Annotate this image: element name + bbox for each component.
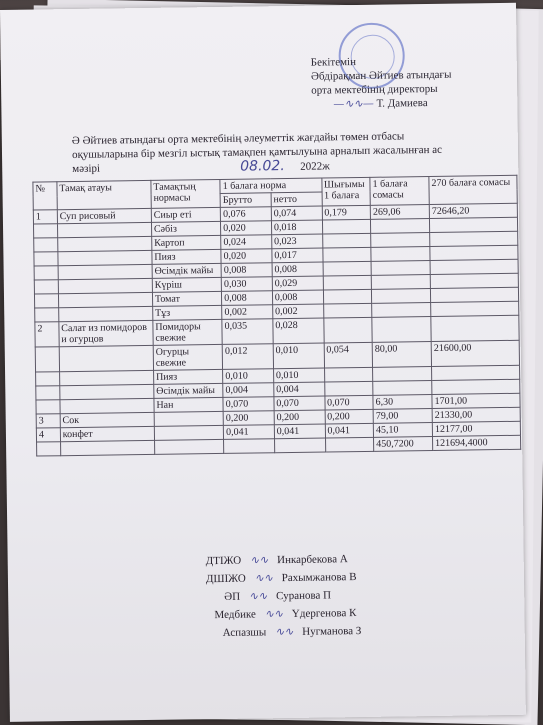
cell-no [34,238,58,252]
cell-one [371,219,430,234]
cell-no [34,266,58,280]
cell-net: 0,200 [274,410,325,425]
cell-ing: Өсімдік майы [152,263,221,278]
cell-all [430,217,518,232]
cell-ing [154,411,223,426]
cell-all [432,365,520,380]
cell-ing: Томат [152,291,221,306]
cell-no [36,372,60,386]
cell-out [322,233,371,248]
cell-out [322,219,371,234]
cell-name [58,292,152,307]
cell-ing [154,425,223,440]
cell-out: 0,179 [322,205,371,220]
cell-name [60,398,154,413]
cell-br [224,439,275,454]
cell-br: 0,020 [221,221,272,236]
cell-name [60,440,154,455]
signer-position: ДТІЖО [205,554,242,568]
signer-row [206,604,361,624]
cell-br: 0,035 [222,319,273,345]
cell-one: 80,00 [372,342,431,368]
signature-scribble: ∿∿ [249,553,269,567]
header-sum-all: 270 балаға сомасы [429,175,517,204]
cell-one: 450,7200 [374,437,433,452]
cell-one [371,233,430,248]
signature-scribble: ∿∿ [274,624,294,639]
signer-row [206,568,361,588]
cell-no [34,294,58,308]
cell-name [59,370,153,385]
cell-out: 0,041 [325,423,374,438]
document-page [0,3,526,722]
director-name: Т. Дамиева [376,97,428,110]
signer-name: Суранова П [276,589,332,603]
signer-name: Үдергенова К [291,607,357,620]
cell-name [59,345,153,371]
cell-name [58,278,152,293]
cell-out [323,289,372,304]
cell-all: 72646,20 [429,203,517,218]
cell-name [58,306,152,321]
cell-one [372,289,431,304]
cell-out [323,275,372,290]
cell-name: Салат из помидоров и огурцов [59,320,153,346]
cell-ing: Огурцы свежие [153,344,223,370]
header-brutto: Брутто [220,193,271,208]
cell-net [274,438,325,453]
signer-row [206,586,361,606]
cell-one: 6,30 [373,395,432,410]
cell-net: 0,028 [273,318,324,344]
header-no: № [33,182,57,210]
cell-ing: Күріш [152,277,221,292]
approval-line: орта мектебінің директоры [311,82,438,97]
year-label: 2022ж [300,160,330,173]
approval-block [311,54,452,112]
header-netto: нетто [271,192,322,207]
cell-ing: Өсімдік майы [154,383,223,398]
header-norm: Тамақтың нормасы [151,179,221,208]
approval-line: Бекітемін [310,56,357,69]
cell-all: 12177,00 [432,421,520,436]
signature-scribble: ∿∿ [248,589,268,603]
cell-net: 0,070 [274,396,325,411]
cell-all [432,379,520,394]
cell-out [322,247,371,262]
signer-row [206,550,361,570]
cell-br: 0,076 [220,207,271,222]
cell-all: 21330,00 [432,407,520,422]
cell-net: 0,008 [272,290,323,305]
cell-net: 0,018 [271,220,322,235]
cell-one [371,247,430,262]
cell-ing: Помидоры свежие [153,319,223,345]
cell-br: 0,030 [221,277,272,292]
cell-out: 0,070 [324,395,373,410]
cell-ing [154,439,223,454]
cell-no [34,252,58,266]
cell-net: 0,029 [272,276,323,291]
header-output: Шығымы 1 балаға [321,177,370,206]
cell-out [325,437,374,452]
cell-out [323,317,372,343]
cell-name: Сок [60,412,154,427]
cell-no: 2 [35,322,59,347]
cell-no: 3 [36,414,60,428]
cell-ing: Тұз [153,305,222,320]
cell-one [371,275,430,290]
cell-net: 0,017 [272,248,323,263]
cell-br: 0,008 [222,291,273,306]
cell-all: 1701,00 [432,393,520,408]
cell-name [60,384,154,399]
cell-no: 1 [33,210,57,224]
cell-out: 0,054 [324,342,373,368]
cell-all [430,231,518,246]
cell-one [373,381,432,396]
director-signature: —∿∿— [333,96,374,111]
cell-br: 0,070 [223,397,274,412]
approval-line: Әбдірақман Әйтиев атындағы [310,68,452,83]
cell-one [372,317,431,343]
cell-net: 0,041 [274,424,325,439]
cell-br: 0,004 [223,383,274,398]
signer-name: Рахымжанова В [281,571,357,585]
cell-no [33,224,57,238]
cell-one: 79,00 [373,409,432,424]
cell-name [57,222,151,237]
cell-ing: Нан [154,397,223,412]
header-per-child: 1 балага норма [220,178,322,193]
cell-no [37,442,61,456]
cell-all [430,273,518,288]
cell-br: 0,012 [222,344,273,370]
cell-out [324,381,373,396]
signer-row [207,622,362,642]
cell-net: 0,074 [271,206,322,221]
cell-out [323,261,372,276]
menu-table-body [33,203,520,456]
cell-no [34,280,58,294]
header-name: Тамақ атауы [57,180,151,209]
cell-one [373,367,432,382]
cell-br: 0,024 [221,235,272,250]
cell-no [35,347,59,372]
cell-no [36,386,60,400]
cell-all [430,287,518,302]
cell-net: 0,004 [274,382,325,397]
cell-br: 0,008 [221,263,272,278]
cell-no: 4 [36,428,60,442]
cell-all: 121694,4000 [433,435,521,450]
cell-out: 0,200 [325,409,374,424]
cell-net: 0,023 [272,234,323,249]
cell-ing: Пияз [152,249,221,264]
cell-br: 0,200 [223,411,274,426]
signer-position: ДШІЖО [205,572,246,586]
signature-scribble: ∿∿ [264,607,284,621]
signature-scribble: ∿∿ [254,571,274,585]
signer-position: Медбике [214,608,256,622]
cell-all [431,315,519,341]
signer-name: Инкарбекова А [277,553,348,567]
cell-all [430,259,518,274]
cell-no [35,308,59,322]
cell-net: 0,010 [273,368,324,383]
cell-no [36,400,60,414]
cell-one [371,261,430,276]
cell-br: 0,002 [222,305,273,320]
cell-out [324,367,373,382]
signer-name: Нугманова З [302,625,362,638]
cell-one: 45,10 [373,423,432,438]
cell-ing: Сиыр еті [151,207,220,222]
cell-name [58,264,152,279]
cell-net: 0,010 [273,343,324,369]
signer-position: Аспазшы [222,626,267,639]
menu-table [32,175,521,457]
cell-br: 0,041 [223,425,274,440]
cell-name [57,236,151,251]
cell-out [323,303,372,318]
cell-net: 0,008 [272,262,323,277]
cell-br: 0,020 [221,249,272,264]
handwritten-date: 08.02. [240,158,285,175]
cell-one [372,303,431,318]
document-heading: Ә Әйтиев атындағы орта мектебінің әлеуметтік жағдайы төмен отбасы оқушыларына бір мезгіл ыстық тамақпен қамтылуына арналып жасалынған ас мәзірі [71,130,443,176]
cell-all [430,245,518,260]
cell-all [431,301,519,316]
cell-one: 269,06 [370,205,429,220]
header-sum-one: 1 балаға сомасы [370,177,429,206]
cell-ing: Картоп [152,235,221,250]
signer-position: ӘП [224,590,241,603]
cell-all: 21600,00 [431,340,519,366]
cell-name: Суп рисовый [57,208,151,223]
cell-net: 0,002 [272,304,323,319]
cell-ing: Пияз [153,369,222,384]
signers-block [206,550,362,642]
cell-br: 0,010 [223,369,274,384]
cell-name [58,250,152,265]
cell-ing: Сәбіз [151,221,220,236]
cell-name: конфет [60,426,154,441]
